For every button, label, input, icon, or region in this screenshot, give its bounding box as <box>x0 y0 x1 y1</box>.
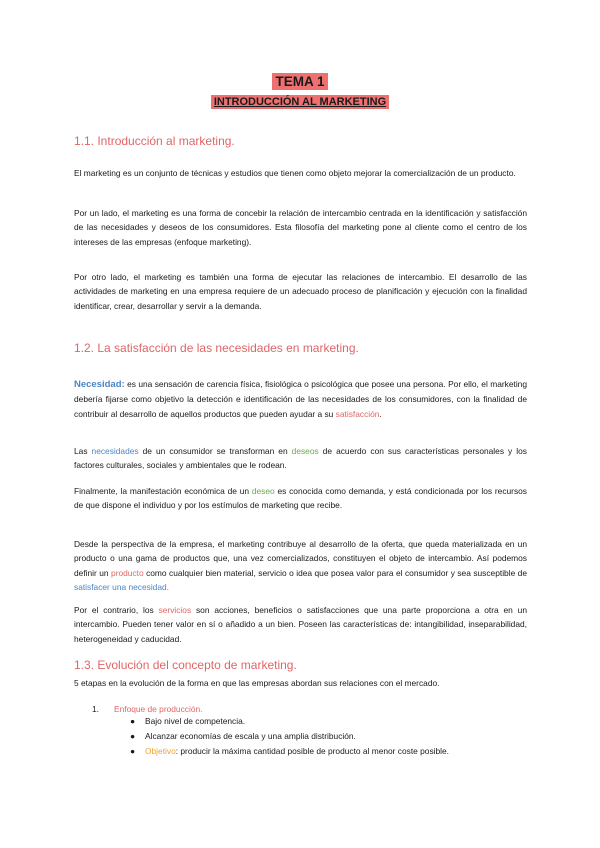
doc-subtitle: INTRODUCCIÓN AL MARKETING <box>0 96 600 108</box>
paragraph: Finalmente, la manifestación económica de un deseo es conocida como demanda, y está condicionada por los recursos de que dispone el individuo y por los estímulos de marketing que recibe. <box>74 486 527 511</box>
paragraph: 5 etapas en la evolución de la forma en que las empresas abordan sus relaciones con el mercado. <box>74 678 440 688</box>
highlight-satisfaccion: satisfacción <box>335 408 380 419</box>
bullet-dot-icon: ● <box>130 716 136 726</box>
highlight-deseo: deseo <box>251 486 275 496</box>
document-page: TEMA 1 INTRODUCCIÓN AL MARKETING 1.1. Introducción al marketing. El marketing es un conjunto de técnicas y estudios que tienen como objeto mejorar la comercialización de un producto. Por un lado, el marketing es una forma de concebir la relación de intercambio centrada en la identificación y satisfacción de las necesidades y deseos de los consumidores. Esta filosofía del marketing pone al cliente como el centro de los intereses de las empresas (enfoque marketing). Por otro lado, el marketing es también una forma de ejecutar las relaciones de intercambio. El desarrollo de las actividades de marketing en una empresa requiere de un adecuado proceso de planificación y ejecución con la finalidad identificar, crear, desarrollar y servir a la demanda. 1.2. La satisfacción de las necesidades en marketing. Necesidad: es una sensación de carencia física, fisiológica o psicológica que posee una persona. Por ello, el marketing debería fijarse como objetivo la detección e identificación de las necesidades de los consumidores, con la finalidad de contribuir al desarrollo de aquellos productos que pueden ayudar a su satisfacción. Las necesidades de un consumidor se transforman en deseos de acuerdo con sus características personales y los factores culturales, sociales y ambientales que le rodean. Finalmente, la manifestación económica de un deseo es conocida como demanda, y está condicionada por los recursos de que dispone el individuo y por los estímulos de marketing que recibe. Desde la perspectiva de la empresa, el marketing contribuye al desarrollo de la oferta, que queda materializada en un producto o una gama de productos que, una vez comercializados, constituyen el objeto de intercambio. Así podemos definir un producto como cualquier bien material, servicio o idea que posea valor para el consumidor y sea susceptible de satisfacer una necesidad. Por el contrario, los servicios son acciones, beneficios o satisfacciones que una parte proporciona a otra en un intercambio. Pueden tener valor en sí o añadido a un bien. Poseen las características de: intangibilidad, inseparabilidad, heterogeneidad y caducidad. 1.3. Evolución del concepto de marketing. 5 etapas en la evolución de la forma en que las empresas abordan sus relaciones con el mercado. 1. Enfoque de producción. ● Bajo nivel de competencia. ● Alcanzar economías de escala y una amplia distribución. ● Objetivo: producir la máxima cantidad posible de producto al menor coste posible. <box>0 0 600 848</box>
paragraph: Por otro lado, el marketing es también una forma de ejecutar las relaciones de intercambio. El desarrollo de las actividades de marketing en una empresa requiere de un adecuado proceso de planificación y ejecución con la finalidad identificar, crear, desarrollar y servir a la demanda. <box>74 272 527 311</box>
highlight-producto: producto <box>111 567 144 578</box>
highlight-servicios: servicios <box>158 605 192 615</box>
bullet-item: ● Alcanzar economías de escala y una amplia distribución. <box>130 729 449 744</box>
bullet-item: ● Objetivo: producir la máxima cantidad posible de producto al menor coste posible. <box>130 744 449 759</box>
highlight-deseos: deseos <box>291 446 319 456</box>
bullet-dot-icon: ● <box>130 746 136 756</box>
bullet-list <box>130 714 449 759</box>
section-heading-1-2: 1.2. La satisfacción de las necesidades en marketing. <box>74 341 359 355</box>
section-heading-1-3: 1.3. Evolución del concepto de marketing. <box>74 658 297 672</box>
paragraph: El marketing es un conjunto de técnicas y estudios que tienen como objeto mejorar la comercialización de un producto. <box>74 168 516 178</box>
section-heading-1-1: 1.1. Introducción al marketing. <box>74 134 235 148</box>
paragraph: Desde la perspectiva de la empresa, el marketing contribuye al desarrollo de la oferta, que queda materializada en un producto o una gama de productos que, una vez comercializados, constituyen el objeto de intercambio. Así podemos definir un producto como cualquier bien material, servicio o idea que posea valor para el consumidor y sea susceptible de satisfacer una necesidad. <box>74 539 527 593</box>
paragraph: Por el contrario, los servicios son acciones, beneficios o satisfacciones que una parte proporciona a otra en un intercambio. Pueden tener valor en sí o añadido a un bien. Poseen las características de: intangibilidad, inseparabilidad, heterogeneidad y caducidad. <box>74 605 527 644</box>
term-necesidad: Necesidad: <box>74 379 125 390</box>
bullet-item: ● Bajo nivel de competencia. <box>130 714 449 729</box>
paragraph: Por un lado, el marketing es una forma de concebir la relación de intercambio centrada en la identificación y satisfacción de las necesidades y deseos de los consumidores. Esta filosofía del marketing pone al cliente como el centro de los intereses de las empresas (enfoque marketing). <box>74 208 527 247</box>
paragraph-necesidad: Necesidad: es una sensación de carencia física, fisiológica o psicológica que posee una persona. Por ello, el marketing debería fijarse como objetivo la detección e identificación de las necesidades de los consumidores, con la finalidad de contribuir al desarrollo de aquellos productos que pueden ayudar a su satisfacción. <box>74 379 527 419</box>
list-item-label: Enfoque de producción. <box>114 704 203 714</box>
highlight-satisfacer-necesidad: satisfacer una necesidad. <box>74 582 169 593</box>
doc-title: TEMA 1 <box>0 74 600 89</box>
bullet-dot-icon: ● <box>130 731 136 741</box>
highlight-necesidades: necesidades <box>91 446 139 456</box>
highlight-objetivo: Objetivo <box>145 746 176 756</box>
paragraph: Las necesidades de un consumidor se transforman en deseos de acuerdo con sus características personales y los factores culturales, sociales y ambientales que le rodean. <box>74 446 527 471</box>
